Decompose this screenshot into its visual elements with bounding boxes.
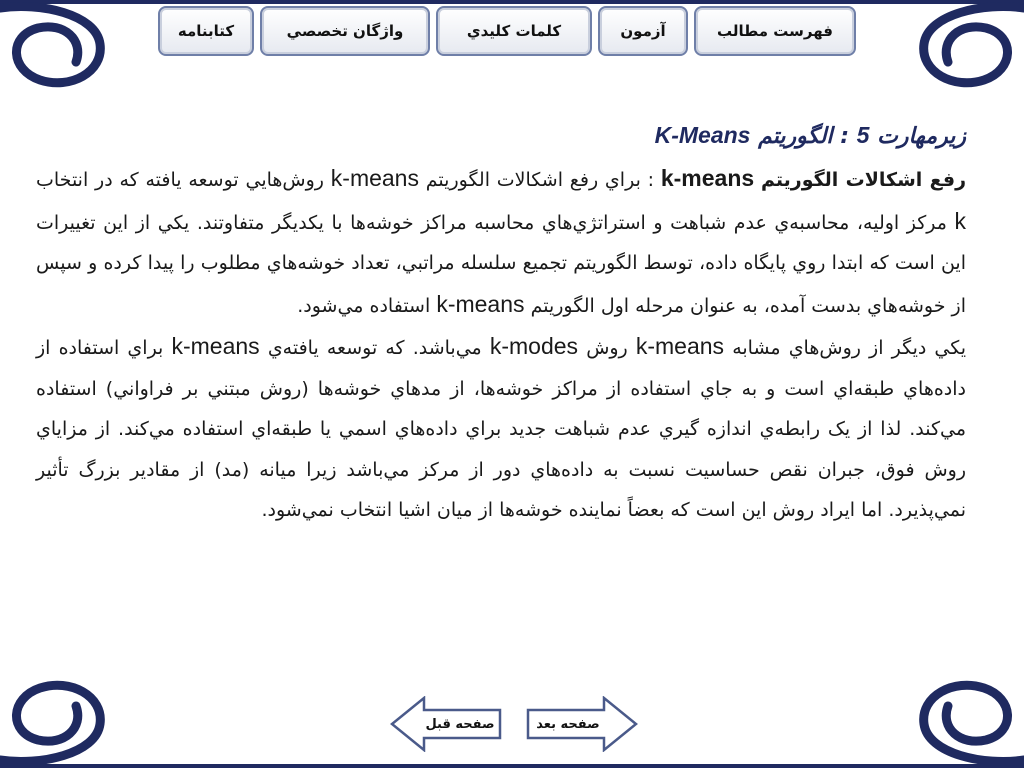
paragraph-2-text-4: براي استفاده از داده‌هاي طبقه‌اي است و به جاي استفاده از مراکز خوشه‌ها، از مدهاي خوشه‌ها (روش مبتني بر فراواني) استفاده مي‌کند. لذا از يک رابطه‌ي اندازه گيري عدم شباهت جديد براي داده‌هاي اسمي يا طبقه‌اي استفاده مي‌کند. از مزاياي روش فوق، جبران نقص حساسيت نسبت به داده‌هاي دور از مرکز مي‌باشد زيرا ميانه (مد) از مقادير بزرگ تأثير نمي‌پذيرد. اما ايراد روش اين است که بعضاً نماينده خوشه‌ها از ميان اشيا انتخاب نمي‌شود. [36,337,966,521]
previous-page-button[interactable] [390,696,502,752]
heading-separator: : [840,124,849,149]
corner-ornament-bottom-left [0,668,112,768]
paragraph-1-latin-2: k [954,207,967,234]
paragraph-2-latin-1: k-means [635,333,725,359]
nav-glossary-button[interactable]: واژگان تخصصي [260,6,430,56]
nav-bibliography-button[interactable]: کتابنامه [158,6,254,56]
previous-page-label: صفحه قبل [425,716,495,732]
next-page-label: صفحه بعد [536,716,600,732]
nav-table-of-contents-button[interactable]: فهرست مطالب [694,6,856,56]
paragraph-2-text-2: روش [586,337,628,359]
heading-title: الگوريتم [758,124,833,149]
heading-prefix: زيرمهارت [877,124,966,149]
next-page-button[interactable] [526,696,638,752]
paragraph-1-lead-latin: k-means [660,165,755,191]
paragraph-2-text-1: يکي ديگر از روش‌هاي مشابه [732,337,967,359]
heading-number: 5 [856,122,870,148]
top-navigation [158,6,856,60]
paragraph-2-text-3: مي‌باشد. که توسعه يافته‌ي [267,337,482,359]
bottom-border [0,764,1024,768]
top-border [0,0,1024,4]
paragraph-2 [36,326,966,531]
paragraph-1-latin-3: k-means [436,290,525,317]
paragraph-1 [36,158,966,326]
paragraph-1-text-1: : براي رفع اشکالات الگوريتم [425,169,655,191]
paragraph-2-latin-3: k-means [171,333,260,359]
paragraph-1-lead: رفع اشکالات الگوريتم [760,169,967,191]
paragraph-1-text-2: روش‌هايي توسعه يافته که در انتخاب [36,169,324,191]
paragraph-2-latin-2: k-modes [489,333,579,359]
nav-keywords-button[interactable]: کلمات کليدي [436,6,592,56]
nav-quiz-button[interactable]: آزمون [598,6,688,56]
heading-latin: K-Means [654,122,751,148]
page-heading [36,116,966,156]
paragraph-1-text-3: مرکز اوليه، محاسبه‌ي عدم شباهت و استراتژي‌هاي محاسبه مراکز خوشه‌ها با يکديگر متفاوتند. يکي از اين تغييرات اين است که ابتدا روي پايگاه داده، توسط الگوريتم تجميع سلسله مراتبي، تعداد خوشه‌هاي مطلوب را پيدا کرده و سپس از خوشه‌هاي بدست آمده، به عنوان مرحله اول الگوريتم [36,211,966,317]
paragraph-1-latin-1: k-means [330,165,419,191]
paragraph-1-text-4: استفاده مي‌شود. [297,294,431,317]
main-content [36,116,966,531]
corner-ornament-top-left [0,0,112,96]
corner-ornament-top-right [912,0,1024,96]
corner-ornament-bottom-right [912,668,1024,768]
